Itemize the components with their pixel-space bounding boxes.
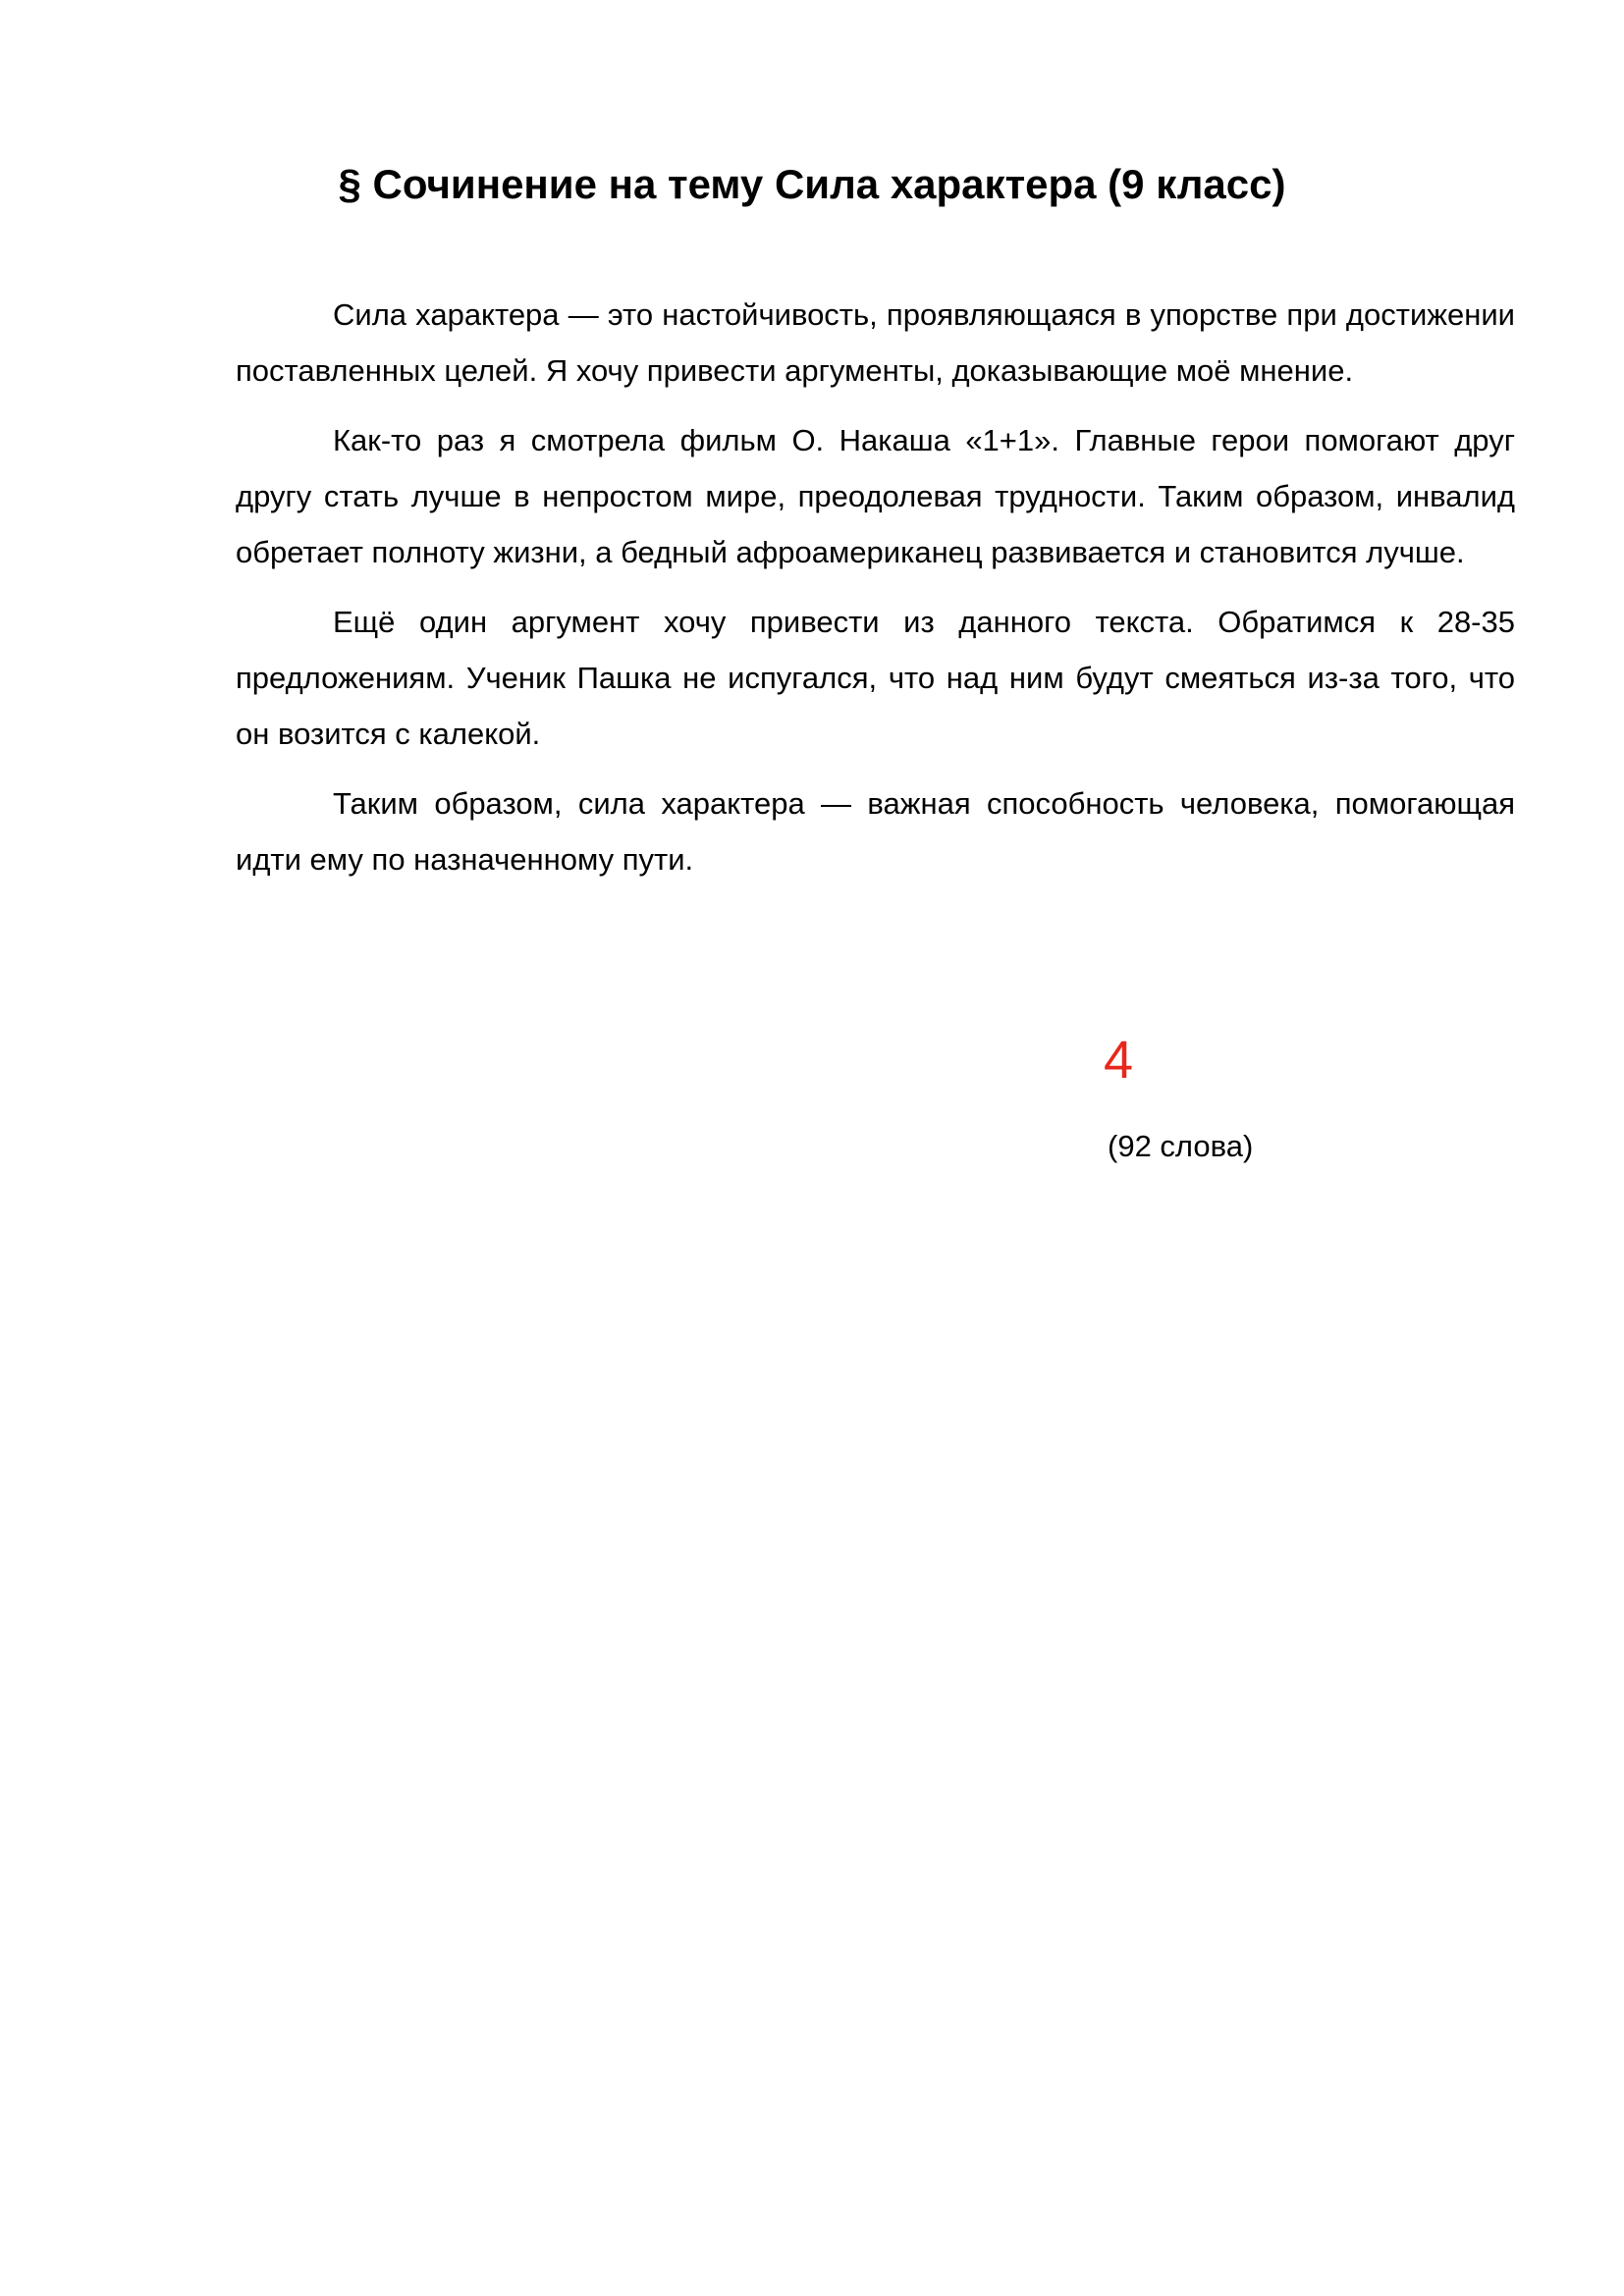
- essay-title: § Сочинение на тему Сила характера (9 класс): [338, 161, 1286, 207]
- essay-paragraph-2: Как-то раз я смотрела фильм О. Накаша «1+1». Главные герои помогают друг другу стать лучше в непростом мире, преодолевая трудности. Таким образом, инвалид обретает полноту жизни, а бедный афроамериканец развивается и становится лучше.: [236, 423, 1515, 569]
- word-count: (92 слова): [1108, 1129, 1254, 1163]
- essay-body: [236, 287, 1515, 901]
- essay-paragraph-3: Ещё один аргумент хочу привести из данного текста. Обратимся к 28-35 предложениям. Ученик Пашка не испугался, что над ним будут смеяться из-за того, что он возится с калекой.: [236, 605, 1515, 751]
- essay-paragraph-4: Таким образом, сила характера — важная способность человека, помогающая идти ему по назначенному пути.: [236, 786, 1515, 877]
- essay-paragraph-1: Сила характера — это настойчивость, проявляющаяся в упорстве при достижении поставленных целей. Я хочу привести аргументы, доказывающие моё мнение.: [236, 297, 1515, 388]
- grade-mark: 4: [1104, 1031, 1134, 1090]
